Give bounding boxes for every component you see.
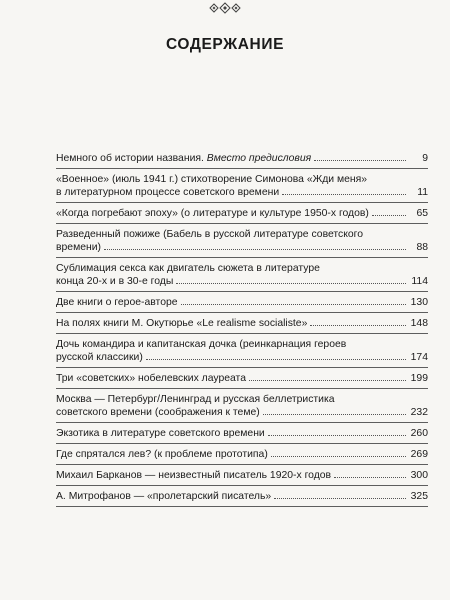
toc-entry-title [56,296,178,309]
toc-entry-title-line: Разведенный пожиже (Бабель в русской литературе советского [56,229,364,240]
toc-entry-title-line: Дочь командира и капитанская дочка (реинкарнация героев [56,339,347,350]
toc-entry-title [56,317,307,330]
toc-entry-title [56,406,260,419]
toc-entry [56,169,428,203]
page-number: 65 [416,208,428,219]
toc-entry-title-text: Где спрятался лев? (к проблеме прототипа) [56,449,268,460]
dot-leader [310,325,406,326]
dot-leader [104,249,406,250]
page-number: 130 [410,297,428,308]
toc-entry-title [56,490,271,503]
toc-entry [56,444,428,465]
toc-entry-last-line [56,317,428,330]
toc-entry [56,389,428,423]
toc-entry [56,148,428,169]
toc-entry-title [56,448,268,461]
page-number: 232 [410,407,428,418]
page-number: 148 [410,318,428,329]
toc-entry-title-line: Сублимация секса как двигатель сюжета в литературе [56,263,320,274]
toc-entry-last-line [56,296,428,309]
page-number: 88 [416,242,428,253]
dot-leader [268,435,406,436]
toc-entry [56,423,428,444]
toc-entry-last-line [56,406,428,419]
page-number: 114 [411,276,428,287]
page-number: 199 [410,373,428,384]
toc-entry [56,368,428,389]
toc-entry-title-text: советского времени (соображения к теме) [56,407,260,418]
toc-entry-last-line [56,372,428,385]
toc-entry-title [56,351,143,364]
toc-entry-title-text: «Когда погребают эпоху» (о литературе и культуре 1950-х годов) [56,208,369,219]
toc-entry [56,486,428,507]
toc-entry [56,224,428,258]
page-title: СОДЕРЖАНИЕ [165,36,285,53]
toc-entry-title-italic: Вместо предисловия [206,153,312,164]
toc-entry-title [56,152,311,165]
toc-entry-title-text: Михаил Барканов — неизвестный писатель 1920-х годов [56,470,332,481]
toc-entry-title-text: конца 20-х и в 30-е годы [56,276,174,287]
toc-entry-last-line [56,275,428,288]
toc-entry-title-text: Три «советских» нобелевских лауреата [56,373,246,384]
toc-entry-last-line [56,186,428,199]
dot-leader [282,194,406,195]
page-number: 325 [410,491,428,502]
toc-entry [56,313,428,334]
toc-entry-title [56,427,265,440]
toc-entry-title-text: времени) [56,242,102,253]
toc-entry-last-line [56,351,428,364]
toc-entry-title [56,207,369,220]
toc-entry [56,203,428,224]
toc-entry-title-text: в литературном процессе советского времени [56,187,280,198]
toc-entry-last-line [56,448,428,461]
toc-entry-last-line [56,427,428,440]
dot-leader [181,304,406,305]
page-number: 300 [410,470,428,481]
toc-entry-title-text: На полях книги М. Окутюрье «Le realisme socialiste» [56,318,308,329]
toc-entry [56,465,428,486]
page-number: 9 [422,153,428,164]
dot-leader [314,160,406,161]
toc-entry-last-line [56,152,428,165]
toc-entry-title [56,372,246,385]
ornament-icon [208,2,242,14]
dot-leader [146,359,406,360]
toc-entry [56,258,428,292]
toc-entry-title-line: «Военное» (июль 1941 г.) стихотворение Симонова «Жди меня» [56,174,368,185]
toc-entry-title [56,241,101,254]
dot-leader [176,283,406,284]
toc-entry-title-text: Экзотика в литературе советского времени [56,428,265,439]
toc-entry-title-line: Москва — Петербург/Ленинград и русская беллетристика [56,394,335,405]
toc-entry-title-text: русской классики) [56,352,143,363]
toc-entry-title-text: А. Митрофанов — «пролетарский писатель» [56,491,272,502]
toc-entry-last-line [56,469,428,482]
page-number: 11 [417,187,428,198]
toc-entry-title-text: Две книги о герое-авторе [56,297,178,308]
toc-entry-title [56,469,331,482]
toc-entry-title-text: Немного об истории названия. [56,153,204,164]
toc-entry-last-line [56,490,428,503]
dot-leader [263,414,406,415]
dot-leader [271,456,406,457]
dot-leader [334,477,406,478]
toc-entry-last-line [56,207,428,220]
toc-entry-title [56,275,173,288]
dot-leader [274,498,406,499]
table-of-contents [56,148,428,507]
toc-entry-last-line [56,241,428,254]
dot-leader [249,380,406,381]
toc-entry [56,292,428,313]
page-number: 260 [410,428,428,439]
dot-leader [372,215,406,216]
toc-entry-title [56,186,279,199]
toc-entry [56,334,428,368]
page-number: 269 [410,449,428,460]
page-number: 174 [410,352,428,363]
